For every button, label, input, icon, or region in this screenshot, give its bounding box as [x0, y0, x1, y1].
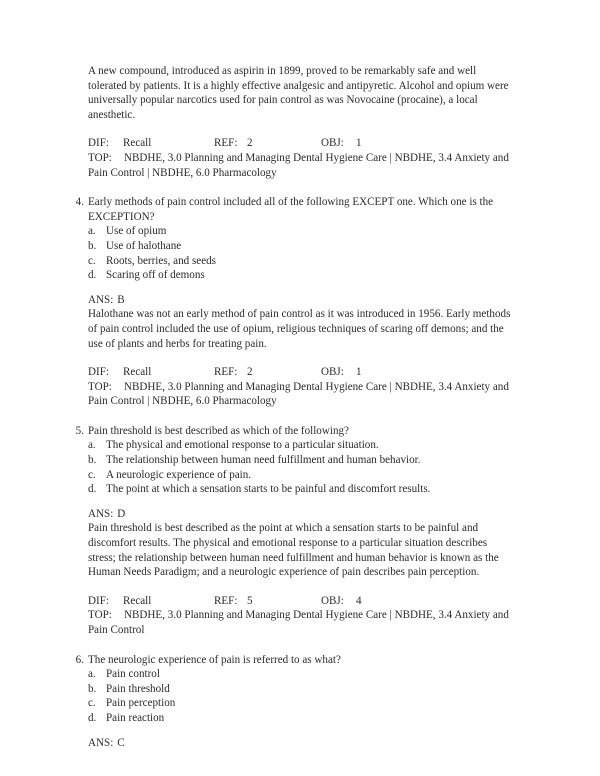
- question-block-6: [70, 653, 516, 751]
- question-block-5: [70, 424, 516, 638]
- dif-label: DIF:: [88, 594, 109, 607]
- question-5-line: [70, 424, 516, 439]
- answer-value-5: D: [117, 507, 126, 520]
- option-d-text: The point at which a sensation starts to be painful and discomfort results.: [106, 483, 431, 496]
- option-b-text: The relationship between human need fulfillment and human behavior.: [106, 454, 421, 467]
- option-c-text: Roots, berries, and seeds: [106, 254, 216, 267]
- option-a-letter: a.: [88, 225, 96, 238]
- option-b-text: Pain threshold: [106, 682, 170, 695]
- option-d-text: Scaring off of demons: [106, 269, 205, 282]
- spacer: [70, 409, 516, 424]
- spacer: [70, 283, 516, 293]
- option-b[interactable]: [70, 239, 516, 254]
- option-c[interactable]: [70, 468, 516, 483]
- spacer: [70, 638, 516, 653]
- ref-label: REF:: [214, 137, 238, 150]
- option-b-letter: b.: [88, 454, 97, 467]
- question-4-options: [70, 224, 516, 282]
- option-b-letter: b.: [88, 239, 97, 252]
- option-b-text: Use of halothane: [106, 239, 182, 252]
- obj-value-4: 1: [356, 366, 362, 379]
- rationale-5: Pain threshold is best described as the point at which a sensation starts to be painful and discomfort results. The physical and emotional response to a particular situation describes stress; the relationship between human need fulfillment and human behavior is known as the Human Needs Paradigm; and a neurologic experience of pain describes pain perception.: [88, 522, 499, 579]
- question-4-text: Early methods of pain control included all of the following EXCEPT one. Which one is the EXCEPTION?: [88, 196, 494, 223]
- option-c-letter: c.: [88, 697, 96, 710]
- intro-paragraph: A new compound, introduced as aspirin in 1899, proved to be remarkably safe and well tolerated by patients. It is a highly effective analgesic and antipyretic. Alcohol and opium were universally popular narcotics used for pain control as was Novocaine (procaine), a local anesthetic.: [88, 65, 509, 121]
- ref-value-4: 2: [247, 366, 253, 379]
- obj-value-5: 4: [356, 594, 362, 607]
- question-6-text: The neurologic experience of pain is referred to as what?: [88, 653, 341, 666]
- answer-line-6: [88, 736, 516, 751]
- option-a-text: Use of opium: [106, 225, 167, 238]
- dif-label: DIF:: [88, 137, 109, 150]
- option-a[interactable]: [70, 224, 516, 239]
- topic-row-4: [88, 380, 516, 409]
- option-b[interactable]: [70, 453, 516, 468]
- question-5-text: Pain threshold is best described as which of the following?: [88, 424, 349, 437]
- spacer: [70, 726, 516, 736]
- top-label: TOP:: [88, 380, 112, 393]
- top-value-5: NBDHE, 3.0 Planning and Managing Dental Hygiene Care | NBDHE, 3.4 Anxiety and Pain Control: [88, 609, 509, 636]
- topic-row-intro: [88, 151, 516, 180]
- obj-label: OBJ:: [321, 366, 344, 379]
- spacer: [70, 122, 516, 136]
- option-c-letter: c.: [88, 468, 96, 481]
- option-d[interactable]: [70, 711, 516, 726]
- answer-value-6: C: [117, 736, 125, 749]
- option-d[interactable]: [70, 268, 516, 283]
- topic-row-5: [88, 608, 516, 637]
- spacer: [70, 580, 516, 594]
- metadata-row-4: [88, 365, 516, 380]
- rationale-4: Halothane was not an early method of pain control as it was introduced in 1956. Early methods of pain control included the use of opium, religious techniques of scaring off demons; and the use of plants and herbs for treating pain.: [88, 308, 511, 350]
- option-a-letter: a.: [88, 439, 96, 452]
- dif-value-5: Recall: [123, 594, 152, 607]
- metadata-row-intro: [88, 136, 516, 151]
- option-a-text: Pain control: [106, 668, 160, 681]
- spacer: [70, 351, 516, 365]
- option-a[interactable]: [70, 667, 516, 682]
- top-label: TOP:: [88, 609, 112, 622]
- ref-label: REF:: [214, 594, 238, 607]
- option-d-letter: d.: [88, 711, 97, 724]
- spacer: [70, 180, 516, 195]
- option-a[interactable]: [70, 438, 516, 453]
- obj-value: 1: [356, 137, 362, 150]
- page-content: [70, 64, 516, 750]
- question-5-number: 5.: [75, 424, 84, 437]
- option-d-letter: d.: [88, 483, 97, 496]
- top-value: NBDHE, 3.0 Planning and Managing Dental Hygiene Care | NBDHE, 3.4 Anxiety and Pain Control | NBDHE, 6.0 Pharmacology: [88, 151, 509, 179]
- ref-label: REF:: [214, 366, 238, 379]
- option-c[interactable]: [70, 254, 516, 269]
- question-6-options: [70, 667, 516, 725]
- spacer: [70, 497, 516, 507]
- ref-value-5: 5: [247, 594, 253, 607]
- obj-label: OBJ:: [321, 594, 344, 607]
- option-d[interactable]: [70, 482, 516, 497]
- question-6-number: 6.: [75, 653, 84, 666]
- option-b-letter: b.: [88, 682, 97, 695]
- ans-label: ANS:: [88, 507, 114, 520]
- option-d-letter: d.: [88, 269, 97, 282]
- question-block-4: [70, 195, 516, 409]
- option-c-text: Pain perception: [106, 697, 176, 710]
- dif-label: DIF:: [88, 366, 109, 379]
- question-4-line: [70, 195, 516, 224]
- option-b[interactable]: [70, 682, 516, 697]
- dif-value-4: Recall: [123, 366, 152, 379]
- ref-value: 2: [247, 137, 253, 150]
- option-a-text: The physical and emotional response to a particular situation.: [106, 439, 379, 452]
- option-c[interactable]: [70, 696, 516, 711]
- top-label: TOP:: [88, 151, 112, 164]
- question-6-line: [70, 653, 516, 668]
- answer-line-5: [88, 507, 516, 522]
- metadata-row-5: [88, 594, 516, 609]
- question-5-options: [70, 438, 516, 496]
- ans-label: ANS:: [88, 293, 114, 306]
- option-d-text: Pain reaction: [106, 711, 165, 724]
- option-a-letter: a.: [88, 668, 96, 681]
- answer-value-4: B: [117, 293, 125, 306]
- option-c-text: A neurologic experience of pain.: [106, 468, 252, 481]
- answer-line-4: [88, 293, 516, 308]
- ans-label: ANS:: [88, 736, 114, 749]
- dif-value: Recall: [123, 137, 152, 150]
- top-value-4: NBDHE, 3.0 Planning and Managing Dental Hygiene Care | NBDHE, 3.4 Anxiety and Pain Control | NBDHE, 6.0 Pharmacology: [88, 380, 509, 408]
- obj-label: OBJ:: [321, 137, 344, 150]
- question-4-number: 4.: [75, 196, 84, 209]
- option-c-letter: c.: [88, 254, 96, 267]
